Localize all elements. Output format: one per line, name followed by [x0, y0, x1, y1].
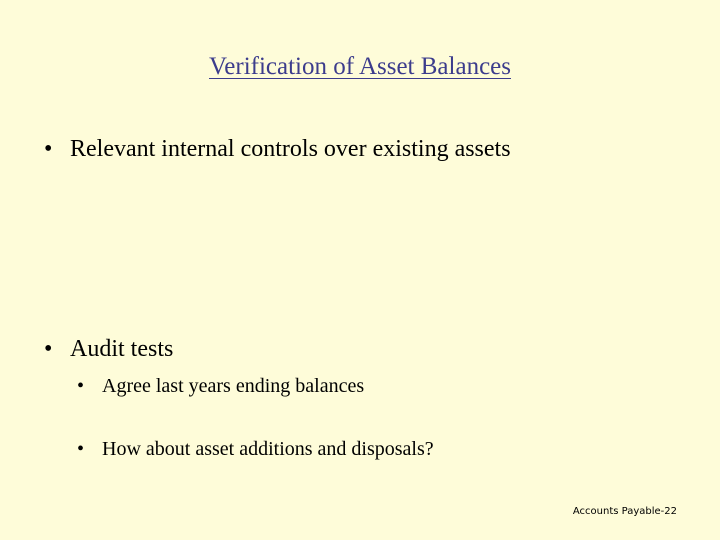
bullet-dot-icon: • [77, 375, 85, 397]
slide-title [0, 50, 720, 84]
bullet-text: Audit tests [70, 336, 174, 362]
bullet-dot-icon: • [44, 336, 53, 362]
sub-bullet-text: How about asset additions and disposals? [102, 438, 434, 460]
sub-bullet-text: Agree last years ending balances [102, 375, 365, 397]
slide-footer: Accounts Payable-22 [572, 506, 677, 517]
bullet-text: Relevant internal controls over existing assets [70, 136, 511, 162]
slide-title-text: Verification of Asset Balances [209, 53, 511, 80]
bullet-dot-icon: • [77, 438, 85, 460]
bullet-dot-icon: • [44, 136, 53, 162]
